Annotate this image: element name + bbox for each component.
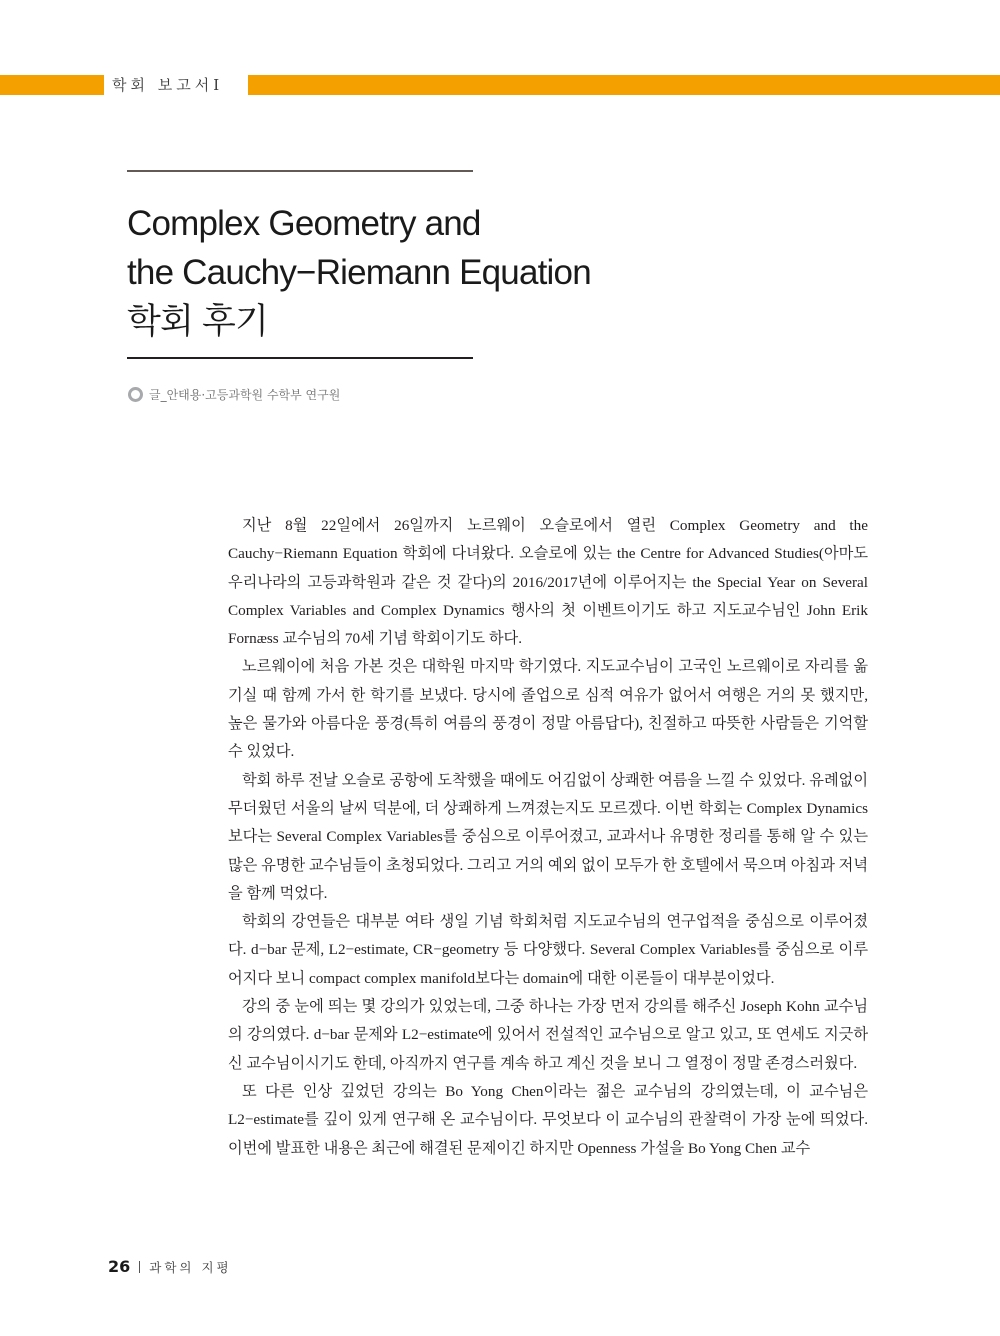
title-rule-bottom (127, 357, 473, 359)
title-line-2: the Cauchy−Riemann Equation (127, 253, 591, 292)
title-line-3: 학회 후기 (127, 302, 268, 341)
byline-text: 글_안태용·고등과학원 수학부 연구원 (149, 388, 341, 402)
paragraph: 또 다른 인상 깊었던 강의는 Bo Yong Chen이라는 젊은 교수님의 강의였는데, 이 교수님은 L2−estimate를 깊이 있게 연구해 온 교수님이다. 무엇보다 이 교수님의 관찰력이 가장 눈에 띄었다. 이번에 발표한 내용은 최근에 해결된 문제이긴 하지만 Openness 가설을 Bo Yong Chen 교수 (228, 1082, 868, 1157)
paragraph: 학회의 강연들은 대부분 여타 생일 기념 학회처럼 지도교수님의 연구업적을 중심으로 이루어졌다. d−bar 문제, L2−estimate, CR−geometry 등 다양했다. Several Complex Variables를 중심으로 이루어지다 보니 compact complex manifold보다는 domain에 대한 이론들이 대부분이었다. (228, 913, 868, 987)
article-title (127, 199, 591, 346)
page-footer (108, 1257, 232, 1276)
title-rule-top (127, 170, 473, 172)
title-line-1: Complex Geometry and (127, 204, 481, 243)
magazine-name: 과학의 지평 (149, 1259, 232, 1275)
page-number: 26 (108, 1257, 131, 1276)
byline (128, 386, 340, 403)
footer-divider (139, 1261, 140, 1273)
section-header-bar-left (0, 75, 104, 95)
paragraph: 노르웨이에 처음 가본 것은 대학원 마지막 학기였다. 지도교수님이 고국인 노르웨이로 자리를 옮기실 때 함께 가서 한 학기를 보냈다. 당시에 졸업으로 심적 여유가 없어서 여행은 거의 못 했지만, 높은 물가와 아름다운 풍경(특히 여름의 풍경이 정말 아름답다), 친절하고 따뜻한 사람들은 기억할 수 있었다. (228, 658, 868, 761)
section-label: 학회 보고서Ⅰ (112, 76, 224, 94)
section-header-bar-right (248, 75, 1000, 95)
paragraph: 학회 하루 전날 오슬로 공항에 도착했을 때에도 어김없이 상쾌한 여름을 느낄 수 있었다. 유례없이 무더웠던 서울의 날씨 덕분에, 더 상쾌하게 느껴졌는지도 모르겠다. 이번 학회는 Complex Dynamics보다는 Several Complex Variables를 중심으로 이루어졌고, 교과서나 유명한 정리를 통해 알 수 있는 많은 유명한 교수님들이 초청되었다. 그리고 거의 예외 없이 모두가 한 호텔에서 묵으며 아침과 저녁을 함께 먹었다. (228, 771, 869, 902)
article-body (228, 512, 868, 1163)
paragraph: 지난 8월 22일에서 26일까지 노르웨이 오슬로에서 열린 Complex Geometry and the Cauchy−Riemann Equation 학회에 다녀왔다. 오슬로에 있는 the Centre for Advanced Studies(아마도 우리나라의 고등과학원과 같은 것 같다)의 2016/2017년에 이루어지는 the Special Year on Several Complex Variables and Complex Dynamics 행사의 첫 이벤트이기도 하고 지도교수님인 John Erik Fornæss 교수님의 70세 기념 학회이기도 하다. (228, 517, 868, 648)
ring-bullet-icon (128, 387, 143, 402)
paragraph: 강의 중 눈에 띄는 몇 강의가 있었는데, 그중 하나는 가장 먼저 강의를 해주신 Joseph Kohn 교수님의 강의였다. d−bar 문제와 L2−estimate에 있어서 전설적인 교수님으로 알고 있고, 또 연세도 지긋하신 교수님이시기도 한데, 아직까지 연구를 계속 하고 계신 것을 보니 그 열정이 정말 존경스러웠다. (228, 998, 868, 1072)
